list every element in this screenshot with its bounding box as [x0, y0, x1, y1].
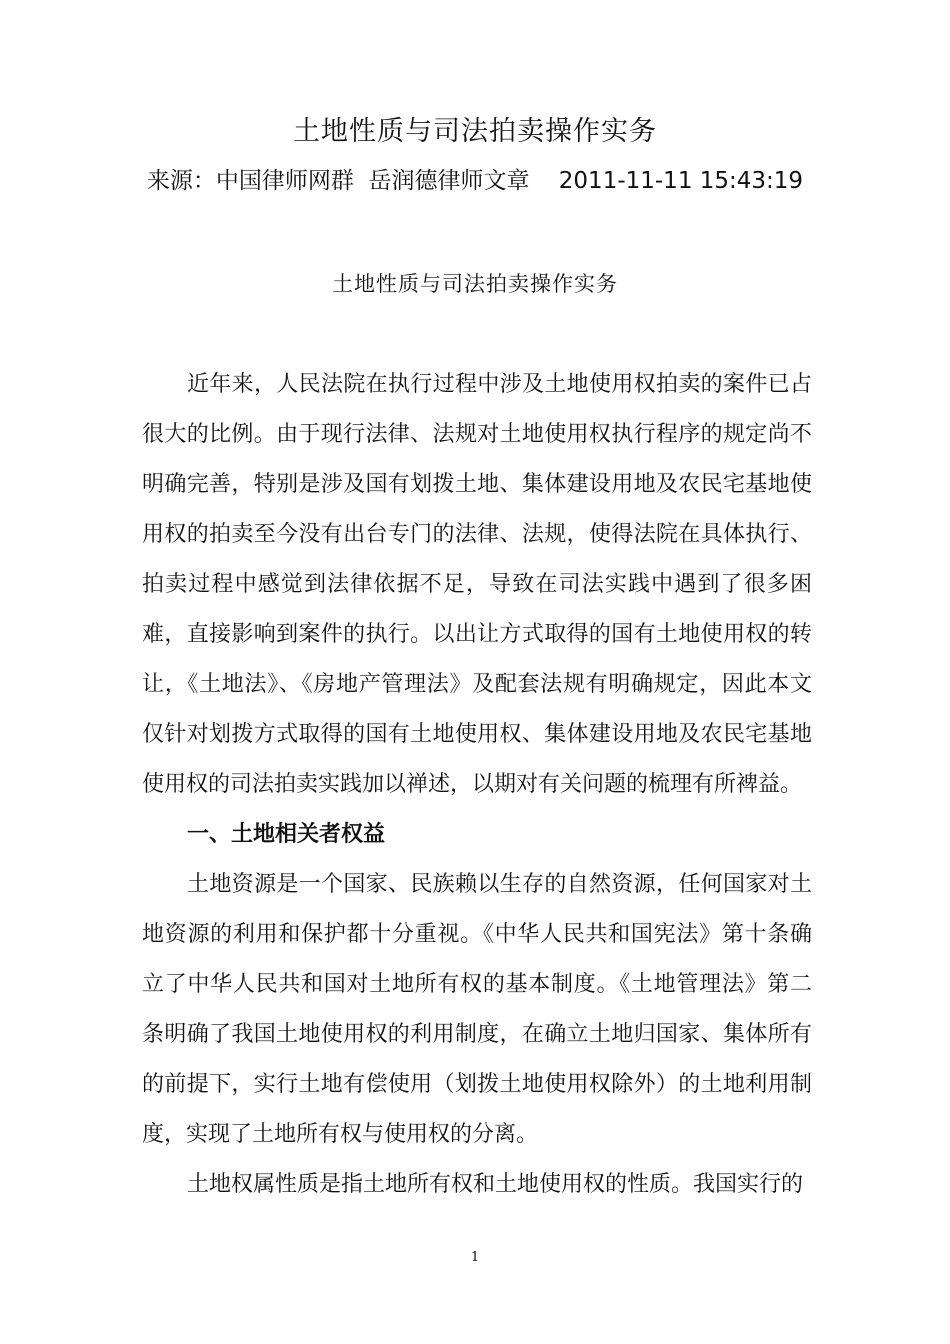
- section-paragraph: 土地资源是一个国家、民族赖以生存的自然资源，任何国家对土地资源的利用和保护都十分重视。《中华人民共和国宪法》第十条确立了中华人民共和国对土地所有权的基本制度。《土地管理法》第二条明确了我国土地使用权的利用制度，在确立土地归国家、集体所有的前提下，实行土地有偿使用（划拨土地使用权除外）的土地利用制度，实现了土地所有权与使用权的分离。: [142, 872, 812, 1147]
- section-paragraph: 土地权属性质是指土地所有权和土地使用权的性质。我国实行的: [187, 1172, 804, 1197]
- intro-paragraph: 近年来，人民法院在执行过程中涉及土地使用权拍卖的案件已占很大的比例。由于现行法律、法规对土地使用权执行程序的规定尚不明确完善，特别是涉及国有划拨土地、集体建设用地及农民宅基地使用权的拍卖至今没有出台专门的法律、法规，使得法院在具体执行、拍卖过程中感觉到法律依据不足，导致在司法实践中遇到了很多困难，直接影响到案件的执行。以出让方式取得的国有土地使用权的转让，《土地法》、《房地产管理法》及配套法规有明确规定，因此本文仅针对划拨方式取得的国有土地使用权、集体建设用地及农民宅基地使用权的司法拍卖实践加以禅述，以期对有关问题的梳理有所裨益。: [142, 372, 812, 797]
- page-number: 1: [470, 1250, 480, 1265]
- body-text: [142, 360, 812, 1210]
- document-subtitle: 土地性质与司法拍卖操作实务: [332, 272, 618, 296]
- section-heading: 一、土地相关者权益: [187, 822, 386, 847]
- source-line: 来源：中国律师网群 岳润德律师文章 2011-11-11 15:43:19: [146, 168, 804, 194]
- document-title: 土地性质与司法拍卖操作实务: [293, 116, 657, 147]
